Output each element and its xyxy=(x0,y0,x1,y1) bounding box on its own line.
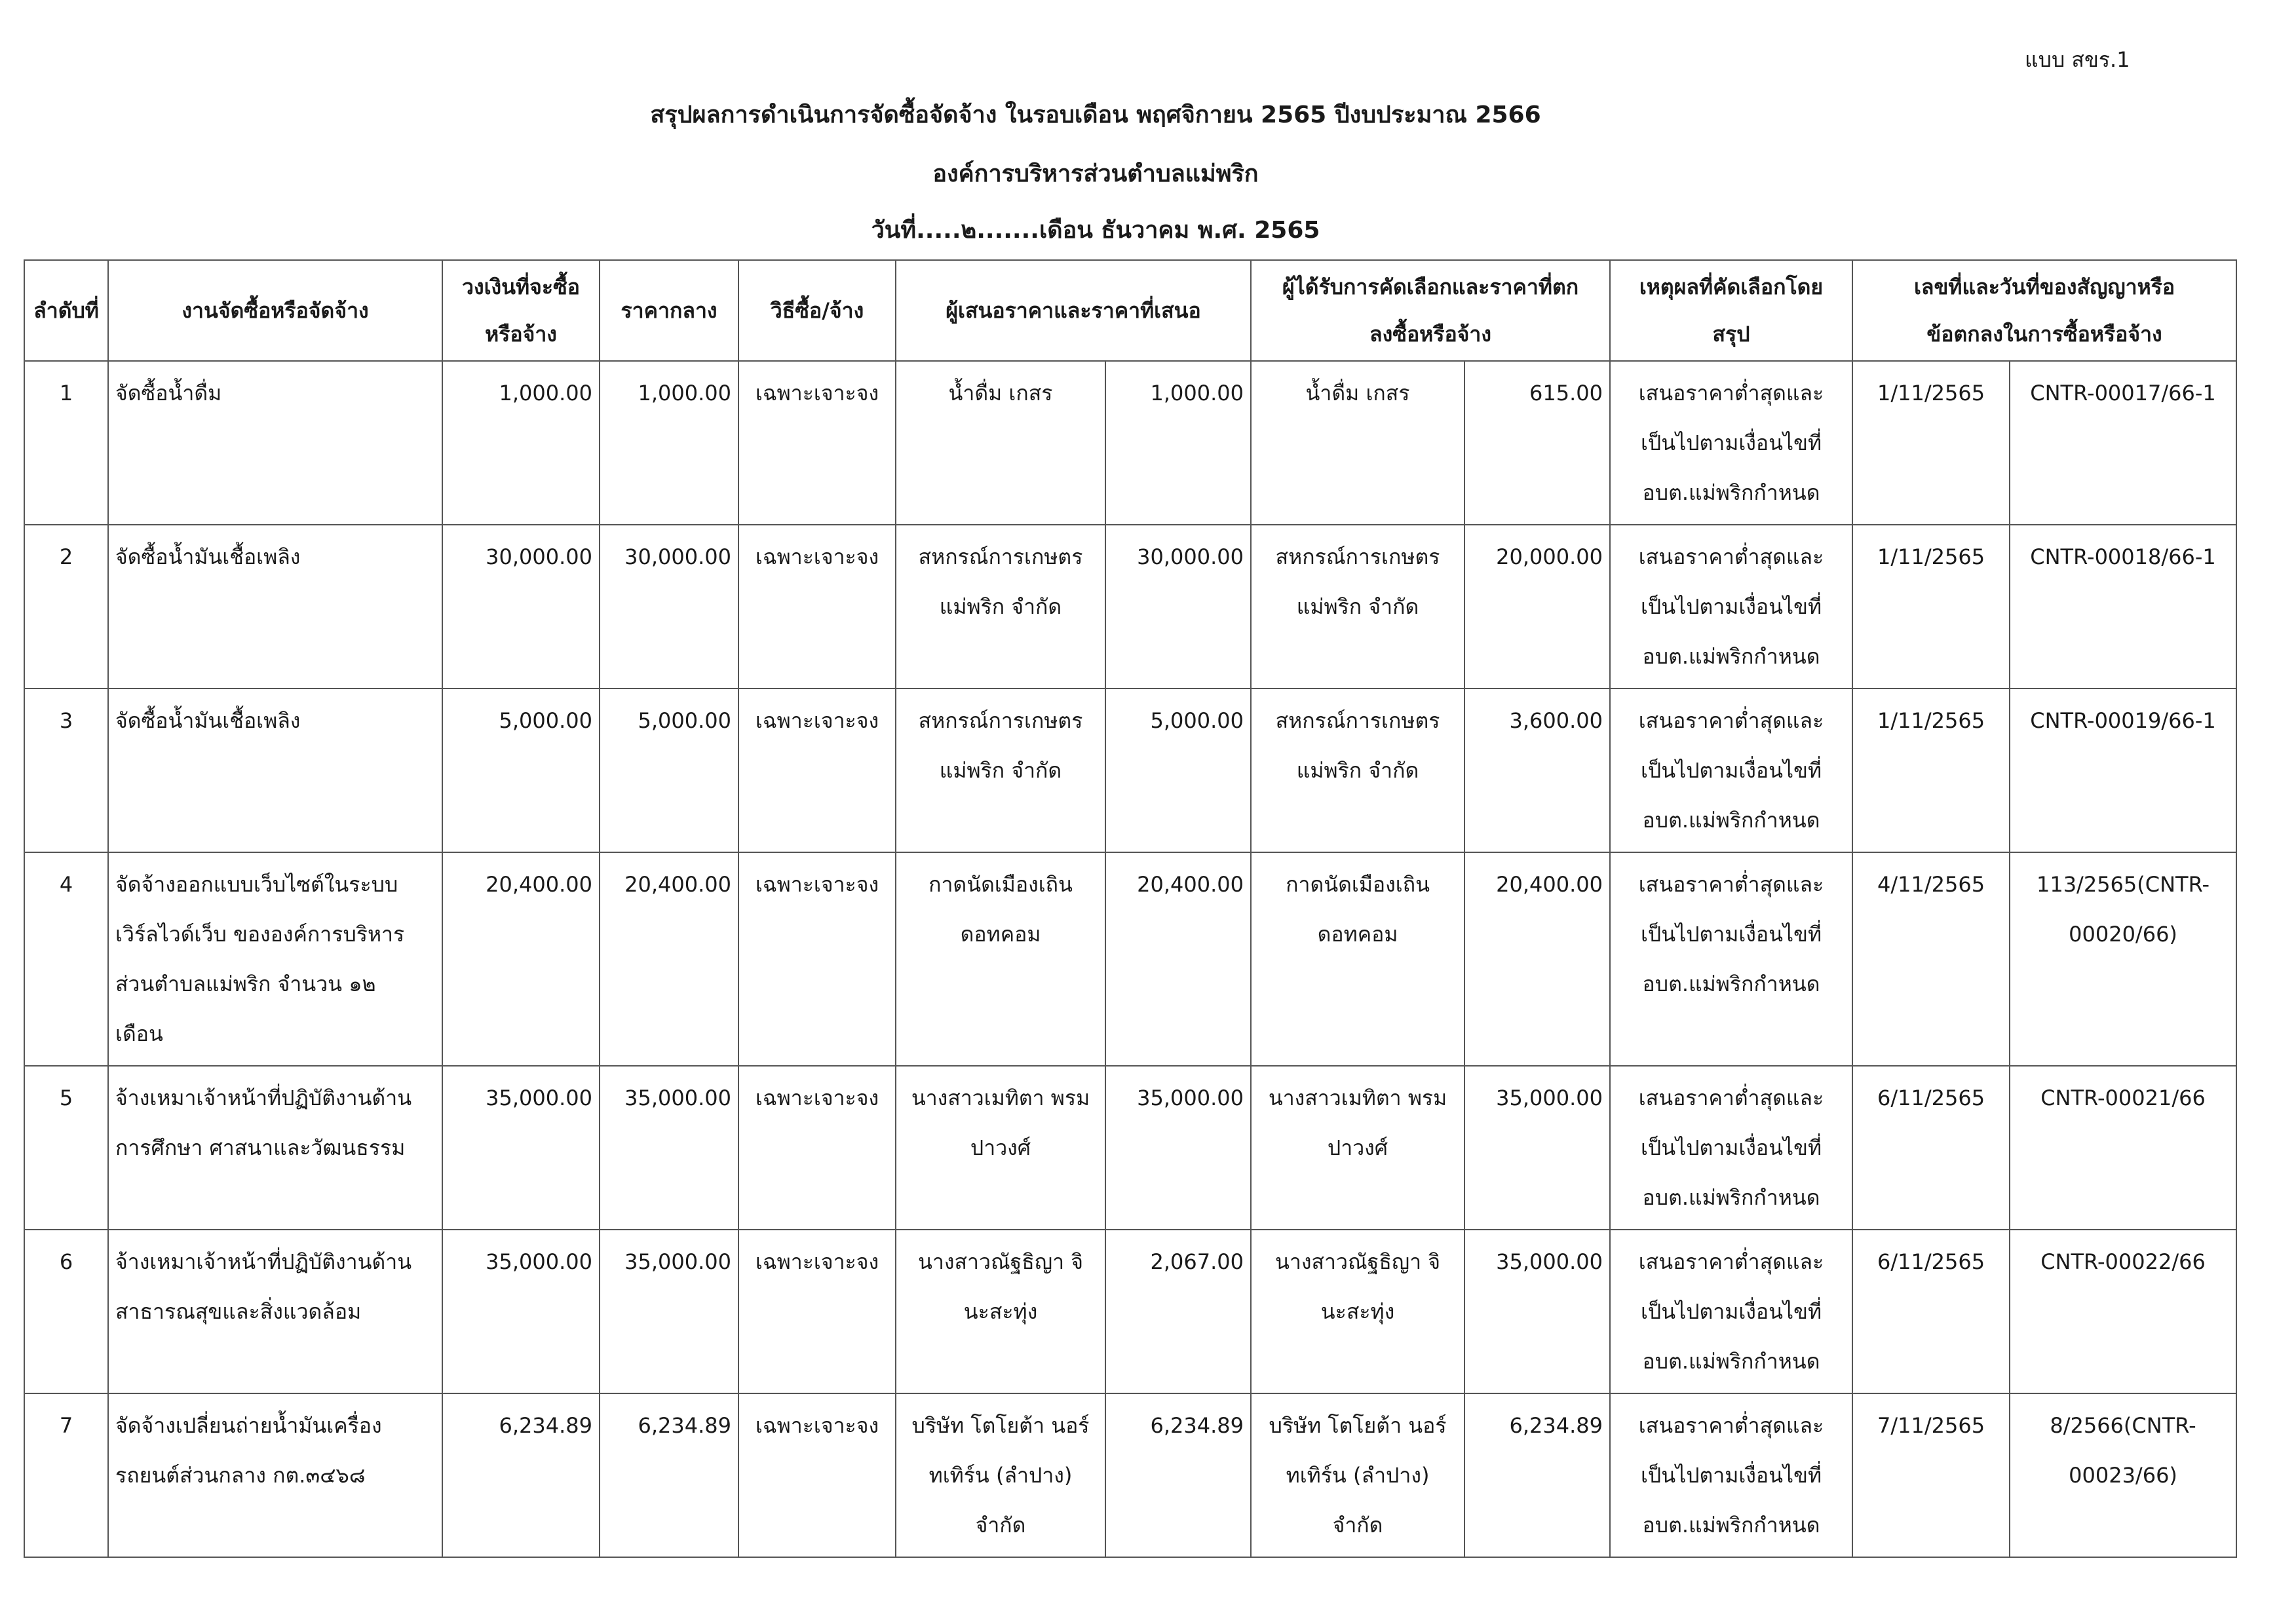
cell-method: เฉพาะเจาะจง xyxy=(738,525,896,689)
cell-contract-date: 4/11/2565 xyxy=(1852,852,2010,1066)
header-item: งานจัดซื้อหรือจัดจ้าง xyxy=(108,260,442,361)
cell-bidder: บริษัท โตโยต้า นอร์ ทเทิร์น (ลำปาง) จำกัด xyxy=(896,1393,1105,1557)
cell-item: จัดซื้อน้ำดื่ม xyxy=(108,361,442,525)
cell-contract-date: 6/11/2565 xyxy=(1852,1230,2010,1393)
header-budget: วงเงินที่จะซื้อ หรือจ้าง xyxy=(442,260,600,361)
cell-median-price: 35,000.00 xyxy=(600,1230,738,1393)
cell-no: 4 xyxy=(24,852,108,1066)
cell-bidder: นางสาวณัฐธิญา จิ นะสะทุ่ง xyxy=(896,1230,1105,1393)
header-winner: ผู้ได้รับการคัดเลือกและราคาที่ตก ลงซื้อหรือจ้าง xyxy=(1251,260,1610,361)
cell-budget: 6,234.89 xyxy=(442,1393,600,1557)
organization-name: องค์การบริหารส่วนตำบลแม่พริก xyxy=(932,161,1259,187)
cell-winner: นางสาวเมทิตา พรม ปาวงศ์ xyxy=(1251,1066,1464,1230)
cell-bid-price: 5,000.00 xyxy=(1105,689,1251,852)
cell-bid-price: 30,000.00 xyxy=(1105,525,1251,689)
cell-contract-no: 113/2565(CNTR- 00020/66) xyxy=(2010,852,2236,1066)
header-no: ลำดับที่ xyxy=(24,260,108,361)
cell-contract-date: 1/11/2565 xyxy=(1852,525,2010,689)
cell-method: เฉพาะเจาะจง xyxy=(738,1230,896,1393)
cell-contract-no: CNTR-00022/66 xyxy=(2010,1230,2236,1393)
cell-reason: เสนอราคาต่ำสุดและ เป็นไปตามเงื่อนไขที่ อบต.แม่พริกกำหนด xyxy=(1610,1393,1852,1557)
cell-bidder: น้ำดื่ม เกสร xyxy=(896,361,1105,525)
cell-item: จ้างเหมาเจ้าหน้าที่ปฏิบัติงานด้าน สาธารณสุขและสิ่งแวดล้อม xyxy=(108,1230,442,1393)
cell-bidder: นางสาวเมทิตา พรม ปาวงศ์ xyxy=(896,1066,1105,1230)
cell-contract-no: CNTR-00021/66 xyxy=(2010,1066,2236,1230)
cell-method: เฉพาะเจาะจง xyxy=(738,689,896,852)
cell-no: 2 xyxy=(24,525,108,689)
cell-agreed-price: 615.00 xyxy=(1464,361,1610,525)
cell-no: 6 xyxy=(24,1230,108,1393)
cell-reason: เสนอราคาต่ำสุดและ เป็นไปตามเงื่อนไขที่ อบต.แม่พริกกำหนด xyxy=(1610,689,1852,852)
table-row xyxy=(24,1230,2236,1393)
cell-no: 5 xyxy=(24,1066,108,1230)
cell-reason: เสนอราคาต่ำสุดและ เป็นไปตามเงื่อนไขที่ อบต.แม่พริกกำหนด xyxy=(1610,525,1852,689)
cell-winner: บริษัท โตโยต้า นอร์ ทเทิร์น (ลำปาง) จำกัด xyxy=(1251,1393,1464,1557)
cell-method: เฉพาะเจาะจง xyxy=(738,1393,896,1557)
cell-contract-date: 6/11/2565 xyxy=(1852,1066,2010,1230)
cell-reason: เสนอราคาต่ำสุดและ เป็นไปตามเงื่อนไขที่ อบต.แม่พริกกำหนด xyxy=(1610,1066,1852,1230)
cell-contract-date: 7/11/2565 xyxy=(1852,1393,2010,1557)
cell-contract-no: CNTR-00018/66-1 xyxy=(2010,525,2236,689)
header-median-price: ราคากลาง xyxy=(600,260,738,361)
cell-reason: เสนอราคาต่ำสุดและ เป็นไปตามเงื่อนไขที่ อบต.แม่พริกกำหนด xyxy=(1610,1230,1852,1393)
cell-budget: 1,000.00 xyxy=(442,361,600,525)
cell-contract-date: 1/11/2565 xyxy=(1852,689,2010,852)
header-reason: เหตุผลที่คัดเลือกโดย สรุป xyxy=(1610,260,1852,361)
cell-contract-no: CNTR-00019/66-1 xyxy=(2010,689,2236,852)
cell-bidder: สหกรณ์การเกษตร แม่พริก จำกัด xyxy=(896,525,1105,689)
cell-median-price: 30,000.00 xyxy=(600,525,738,689)
table-row xyxy=(24,1393,2236,1557)
cell-item: จัดจ้างเปลี่ยนถ่ายน้ำมันเครื่อง รถยนต์ส่วนกลาง กต.๓๔๖๘ xyxy=(108,1393,442,1557)
cell-median-price: 20,400.00 xyxy=(600,852,738,1066)
cell-winner: กาดนัดเมืองเถิน ดอทคอม xyxy=(1251,852,1464,1066)
cell-bid-price: 20,400.00 xyxy=(1105,852,1251,1066)
cell-winner: น้ำดื่ม เกสร xyxy=(1251,361,1464,525)
cell-median-price: 35,000.00 xyxy=(600,1066,738,1230)
cell-agreed-price: 20,000.00 xyxy=(1464,525,1610,689)
header-contract: เลขที่และวันที่ของสัญญาหรือ ข้อตกลงในการซื้อหรือจ้าง xyxy=(1852,260,2236,361)
header-method: วิธีซื้อ/จ้าง xyxy=(738,260,896,361)
cell-agreed-price: 3,600.00 xyxy=(1464,689,1610,852)
cell-no: 1 xyxy=(24,361,108,525)
cell-median-price: 1,000.00 xyxy=(600,361,738,525)
cell-contract-date: 1/11/2565 xyxy=(1852,361,2010,525)
table-row xyxy=(24,689,2236,852)
cell-bidder: สหกรณ์การเกษตร แม่พริก จำกัด xyxy=(896,689,1105,852)
cell-item: จัดซื้อน้ำมันเชื้อเพลิง xyxy=(108,525,442,689)
document-date: วันที่.....๒.......เดือน ธันวาคม พ.ศ. 2565 xyxy=(871,217,1320,244)
table-header-row xyxy=(24,260,2236,361)
cell-median-price: 6,234.89 xyxy=(600,1393,738,1557)
cell-agreed-price: 35,000.00 xyxy=(1464,1066,1610,1230)
table-row xyxy=(24,852,2236,1066)
cell-budget: 35,000.00 xyxy=(442,1066,600,1230)
cell-item: จัดจ้างออกแบบเว็บไซต์ในระบบ เวิร์ลไวด์เว็บ ขององค์การบริหาร ส่วนตำบลแม่พริก จำนวน ๑๒ เดือน xyxy=(108,852,442,1066)
form-code: แบบ สขร.1 xyxy=(2025,47,2130,72)
table-row xyxy=(24,361,2236,525)
cell-winner: นางสาวณัฐธิญา จิ นะสะทุ่ง xyxy=(1251,1230,1464,1393)
cell-bid-price: 2,067.00 xyxy=(1105,1230,1251,1393)
cell-bid-price: 6,234.89 xyxy=(1105,1393,1251,1557)
cell-bidder: กาดนัดเมืองเถิน ดอทคอม xyxy=(896,852,1105,1066)
cell-budget: 20,400.00 xyxy=(442,852,600,1066)
cell-reason: เสนอราคาต่ำสุดและ เป็นไปตามเงื่อนไขที่ อบต.แม่พริกกำหนด xyxy=(1610,361,1852,525)
cell-agreed-price: 35,000.00 xyxy=(1464,1230,1610,1393)
cell-contract-no: 8/2566(CNTR- 00023/66) xyxy=(2010,1393,2236,1557)
cell-bid-price: 1,000.00 xyxy=(1105,361,1251,525)
cell-median-price: 5,000.00 xyxy=(600,689,738,852)
cell-method: เฉพาะเจาะจง xyxy=(738,361,896,525)
cell-winner: สหกรณ์การเกษตร แม่พริก จำกัด xyxy=(1251,525,1464,689)
cell-winner: สหกรณ์การเกษตร แม่พริก จำกัด xyxy=(1251,689,1464,852)
cell-item: จัดซื้อน้ำมันเชื้อเพลิง xyxy=(108,689,442,852)
cell-method: เฉพาะเจาะจง xyxy=(738,1066,896,1230)
document-title: สรุปผลการดำเนินการจัดซื้อจัดจ้าง ในรอบเดือน พฤศจิกายน 2565 ปีงบประมาณ 2566 xyxy=(650,102,1541,128)
cell-no: 3 xyxy=(24,689,108,852)
cell-contract-no: CNTR-00017/66-1 xyxy=(2010,361,2236,525)
cell-method: เฉพาะเจาะจง xyxy=(738,852,896,1066)
cell-agreed-price: 6,234.89 xyxy=(1464,1393,1610,1557)
header-bidders: ผู้เสนอราคาและราคาที่เสนอ xyxy=(896,260,1251,361)
cell-item: จ้างเหมาเจ้าหน้าที่ปฏิบัติงานด้าน การศึกษา ศาสนาและวัฒนธรรม xyxy=(108,1066,442,1230)
cell-bid-price: 35,000.00 xyxy=(1105,1066,1251,1230)
procurement-table xyxy=(24,259,2237,1558)
cell-budget: 30,000.00 xyxy=(442,525,600,689)
cell-reason: เสนอราคาต่ำสุดและ เป็นไปตามเงื่อนไขที่ อบต.แม่พริกกำหนด xyxy=(1610,852,1852,1066)
table-row xyxy=(24,525,2236,689)
cell-budget: 5,000.00 xyxy=(442,689,600,852)
cell-no: 7 xyxy=(24,1393,108,1557)
table-row xyxy=(24,1066,2236,1230)
cell-agreed-price: 20,400.00 xyxy=(1464,852,1610,1066)
cell-budget: 35,000.00 xyxy=(442,1230,600,1393)
